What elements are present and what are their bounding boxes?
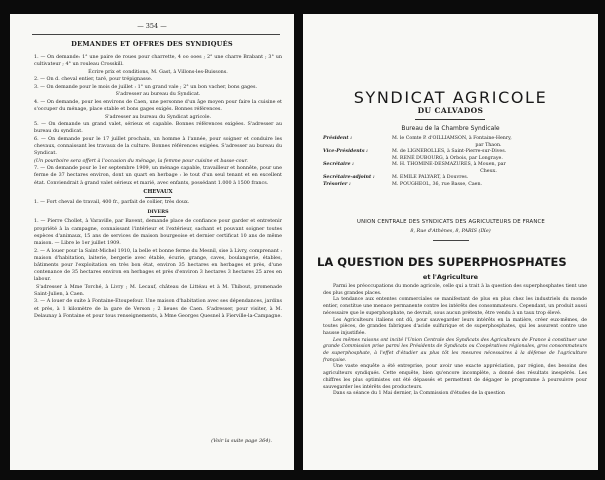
- divers-heading: [34, 209, 282, 218]
- list-item: 1. — Fort cheval de travail, 400 fr., parfait de collier, très doux.: [34, 199, 190, 206]
- list-item: 3. — On demande pour le mois de juillet : 1° un grand vale ; 2° un bon vacher, bons gages.: [34, 83, 258, 90]
- officer-treasurer: [323, 182, 585, 189]
- article-subheadline: et l'Agriculture: [422, 273, 479, 281]
- union-address: 8, Rue d'Athènes, 8, PARIS (IXe): [410, 228, 491, 234]
- page-number: — 354 —: [137, 22, 167, 30]
- officer-secretary: [323, 162, 585, 175]
- article-headline: LA QUESTION DES SUPERPHOSPHATES: [317, 255, 567, 269]
- officer-role: Secrétaire :: [323, 162, 354, 168]
- officer-role: Président :: [323, 136, 352, 141]
- list-item: 5. — On demande un grand valet, sérieux et capable. Bonnes références exigées. S'adresser au bureau du syndicat.: [34, 121, 282, 135]
- list-item-note: S'adresser à Mme Torché, à Livry ; M. Lecauf, château de Littéau et à M. Thibout, promenade Saint-Julien, à Caen.: [34, 283, 282, 297]
- officer-role: Vice-Présidents :: [323, 149, 368, 155]
- left-page-body: [34, 54, 282, 320]
- officer-president: [323, 136, 585, 149]
- article-paragraph: Parmi les préoccupations du monde agricole, celle qui a trait à la question des superphosphates tient une des plus grandes places.: [323, 284, 587, 296]
- officer-role: Secrétaire-adjoint :: [323, 175, 375, 181]
- officer-name: M. EMILE PALYART, à Douvres.: [392, 175, 469, 181]
- bureau-heading: Bureau de la Chambre Syndicale: [401, 125, 500, 132]
- list-item: 7. — On demande pour le 1er septembre 1909, un ménage capable, travailleur et honnête, pour une ferme de 37 hectares environ, dont un quart en herbage : le tout d'un seul tenant et en excellent état. Conviendrait à grand valet sérieux et marié, avec enfants, possédant 1.000 à 1500 francs.: [34, 165, 282, 186]
- list-item-note: S'adresser au bureau du Syndicat.: [115, 91, 201, 98]
- continued-note: (Voir la suite page 364).: [211, 438, 272, 444]
- officer-name: M. le Comte P. d'OILLIAMSON, à Fontaine-Henry,: [392, 136, 512, 141]
- list-item-note: S'adresser au bureau du Syndicat agricole.: [104, 113, 212, 120]
- left-page: [10, 14, 294, 470]
- chevaux-heading: [34, 189, 282, 198]
- article-paragraph: Une vaste enquête a été entreprise, pour avoir une exacte appréciation, par région, des besoins des agriculteurs syndiqués. Cette enquête, bien qu'encore incomplète, a donné des résultats inespérés. Les chiffres les plus optimistes ont été dépassés et permettent de dégager le programme à poursuivre pour sauvegarder les intérêts des producteurs.: [323, 364, 587, 390]
- officer-name: M. RENÉ DUBOURG, à Orbois, par Longraye.: [392, 155, 503, 161]
- article-paragraph: Dans sa séance du 1 Mai dernier, la Commission d'études de la question: [333, 391, 505, 397]
- right-page: [303, 14, 598, 470]
- chevaux-heading-label: CHEVAUX: [143, 188, 173, 195]
- list-item-note: Écrire prix et conditions, M. Gast, à Villons-les-Buissons.: [88, 68, 228, 75]
- officer-vice-presidents: [323, 149, 585, 162]
- article-paragraph: La tendance aux ententes commerciales se manifestant de plus en plus chez les industriels du monde entier, constitue une menace permanente contre les intérêts des consommateurs. Cependant, un produit aussi nécessaire que le superphosphate, ne devrait, sous aucun prétexte, être vendu à un taux trop élevé.: [323, 297, 587, 316]
- header-rule: [32, 34, 280, 35]
- article-body: [323, 284, 587, 398]
- section-title: DEMANDES ET OFFRES DES SYNDIQUÉS: [71, 40, 233, 48]
- officer-role: Trésorier :: [323, 181, 351, 187]
- list-item-note: (Un pourboire sera offert à l'occasion du ménage, la femme pour cuisine et basse-cour.: [34, 157, 248, 164]
- officer-name-cont: par Thaon.: [475, 142, 502, 148]
- list-item: 6. — On demande pour le 17 juillet prochain, un homme à l'année, pour soigner et conduire les chevaux, connaissant les travaux de la culture. Bonnes références exigées. S'adresser au bureau du Syndicat.: [34, 135, 282, 157]
- list-item: 4. — On demande, pour les environs de Caen, une personne d'un âge moyen pour faire la cuisine et s'occuper du ménage, place stable et bons gages exigés. Bonnes références.: [34, 98, 282, 113]
- list-item: 3. — A louer de suite à Fontaine-Etoupefour. Une maison d'habitation avec ses dépendances, jardins et près, à 1 kilomètre de la gare de Verson ; 2 lieues de Caen. S'adresser, pour visiter, à M. Delaunay à Fontaine et pour tous renseignements, à Mme Georges Quesnel à Fierville-la-Campagne.: [34, 298, 282, 319]
- page-subtitle: DU CALVADOS: [417, 106, 484, 115]
- officer-name: M. H. THOMINE-DESMAZURES, à Mouen, par: [392, 162, 506, 168]
- union-title: UNION CENTRALE DES SYNDICATS DES AGRICULTEURS DE FRANCE: [357, 219, 545, 225]
- article-paragraph: Les mêmes raisons ont incité l'Union Centrale des Syndicats des Agriculteurs de France à constituer une grande Commission prise parmi les Présidents de Syndicats ou Coopératives régionales, gros consommateurs de superphosphate, à l'effet d'étudier au plus tôt les mesures nécessaires à la défense de l'agriculture française.: [323, 337, 587, 363]
- article-paragraph: Les Agriculteurs italiens ont dû, pour sauvegarder leurs intérêts en la matière, créer eux-mêmes, de toutes pièces, de grandes fabriques d'acide sulfurique et de superphosphates, qui les assurent contre une hausse injustifiée.: [323, 317, 587, 336]
- list-item: 1. — Pierre Chollet, à Varaville, par Bavent, demande place de confiance pour garder et entretenir propriété à la campagne, connaissant l'intérieur et l'extérieur, sachant et pouvant soigner toutes espèces d'animaux, 15 ans de services de maison bourgeoise et dernier certificat 10 ans de même maison. — Libre le 1er juillet 1909.: [34, 218, 282, 246]
- list-item: 2. — On d. cheval entier, taré, pour trépignasse.: [34, 76, 153, 83]
- divers-heading-label: DIVERS: [147, 208, 169, 215]
- officer-name: M. POUGHEOL, 36, rue Basse, Caen.: [392, 181, 483, 187]
- officers-list: [323, 136, 585, 188]
- list-item: 2. — A louer pour la Saint-Michel 1910, la belle et bonne ferme du Mesnil, sise à Livry, comprenant : maison d'habitation, laiterie, bergerie avec étable, écurie, grange, caves, boulangerie, étables, bâtiments pour l'exploitation en très bon état, environ 35 hectares en herbages et près, d'une contenance de 35 hectares environ en herbages et près d'environ 3 hectares 3 hectares 25 ares en labour.: [34, 247, 282, 283]
- section-rule: [433, 240, 469, 241]
- title-rule: [415, 119, 485, 120]
- officer-name-cont: Cheux.: [480, 168, 497, 174]
- page-title: SYNDICAT AGRICOLE: [353, 88, 548, 107]
- list-item: 1. — On demande: 1° une paire de roues pour charrette, 4 oo ooes ; 2° une charre Brabant ; 3° un cultivateur ; 4° un rouleau Crosskill.: [34, 54, 282, 68]
- officer-name: M. de LIGNEROLLES, à Saint-Pierre-sur-Dives.: [392, 149, 507, 155]
